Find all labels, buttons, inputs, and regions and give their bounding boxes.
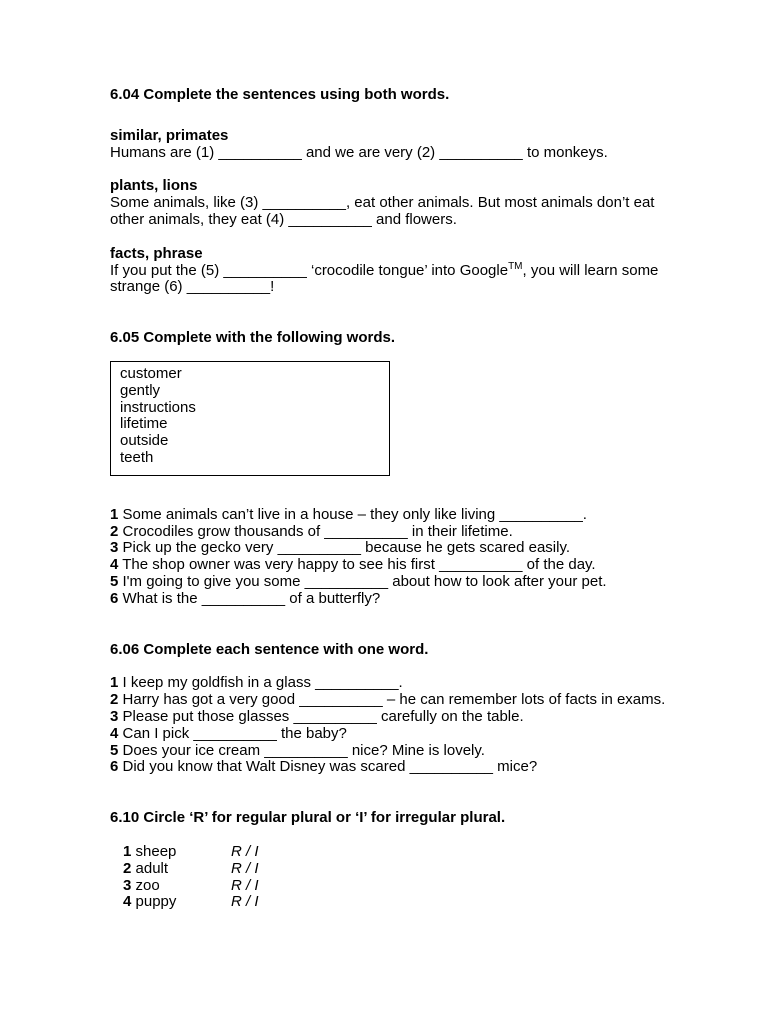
list-item: 5 I'm going to give you some __________ about how to look after your pet. [110, 572, 607, 590]
exercise-6-06-list [110, 675, 670, 776]
circle-option[interactable]: R / I [231, 859, 259, 877]
exercise-6-10-list [110, 844, 670, 911]
word-box-item: gently [120, 381, 161, 399]
section-6-05-heading: 6.05 Complete with the following words. [110, 329, 396, 347]
section-6-10-heading: 6.10 Circle ‘R’ for regular plural or ‘I’ for irregular plural. [110, 809, 506, 827]
list-item: 1 sheep R / I [123, 842, 259, 860]
list-item: 4 Can I pick __________ the baby? [110, 724, 347, 742]
group-sentence: Some animals, like (3) __________, eat other animals. But most animals don’t eat other animals, they eat (4) __________ and flowers. [110, 194, 655, 228]
sentence-part-a: If you put the (5) __________ ‘crocodile tongue’ into Google [110, 261, 509, 279]
list-item: 5 Does your ice cream __________ nice? Mine is lovely. [110, 741, 485, 759]
group-plants-lions [110, 178, 670, 228]
trademark-mark: TM [508, 260, 523, 272]
group-facts-phrase [110, 246, 670, 296]
word-box-item: customer [120, 364, 182, 382]
exercise-6-05-list [110, 507, 670, 608]
list-item: 6 What is the __________ of a butterfly? [110, 589, 381, 607]
word-box-item: lifetime [120, 415, 168, 433]
circle-option[interactable]: R / I [231, 842, 259, 860]
section-6-04-heading: 6.04 Complete the sentences using both words. [110, 86, 450, 103]
list-item: 3 Pick up the gecko very __________ because he gets scared easily. [110, 539, 571, 557]
section-6-06-heading: 6.06 Complete each sentence with one word. [110, 640, 429, 658]
list-item: 6 Did you know that Walt Disney was scared __________ mice? [110, 758, 538, 776]
list-item: 2 adult R / I [123, 859, 259, 877]
list-item: 1 I keep my goldfish in a glass __________. [110, 674, 403, 692]
list-item: 3 Please put those glasses __________ carefully on the table. [110, 707, 524, 725]
group-sentence [110, 260, 670, 297]
word-box-item: teeth [120, 448, 154, 466]
group-sentence: Humans are (1) __________ and we are very (2) __________ to monkeys. [110, 143, 608, 161]
group-words: similar, primates [110, 126, 229, 144]
circle-option[interactable]: R / I [231, 893, 259, 911]
word-box-item: instructions [120, 398, 196, 416]
circle-option[interactable]: R / I [231, 876, 259, 894]
group-words: facts, phrase [110, 244, 203, 262]
sentence-part-b: , you will learn some strange (6) __________! [110, 261, 659, 296]
worksheet-page [110, 87, 670, 911]
word-box-item: outside [120, 432, 169, 450]
group-words: plants, lions [110, 177, 198, 195]
list-item: 4 puppy R / I [123, 893, 259, 911]
word-box [110, 361, 390, 476]
group-similar-primates [110, 128, 670, 162]
list-item: 4 The shop owner was very happy to see his first __________ of the day. [110, 556, 596, 574]
list-item: 2 Crocodiles grow thousands of __________ in their lifetime. [110, 522, 513, 540]
list-item: 1 Some animals can’t live in a house – they only like living __________. [110, 505, 587, 523]
list-item: 3 zoo R / I [123, 876, 259, 894]
list-item: 2 Harry has got a very good __________ – he can remember lots of facts in exams. [110, 691, 666, 709]
